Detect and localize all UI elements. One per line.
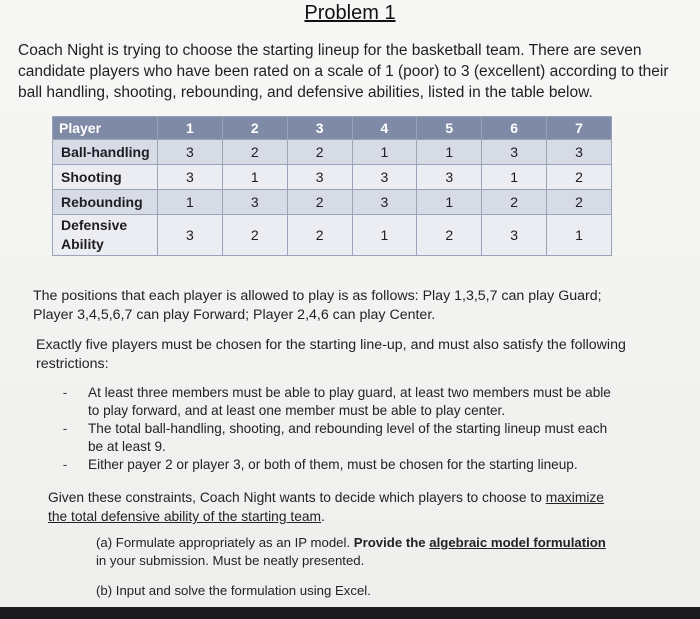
table-cell: 3 [482,140,547,165]
restriction-text: At least three members must be able to play guard, at least two members must be able to play forward, and at least one member must be able to play center. [88,385,611,418]
part-a-bold: Provide the [353,535,430,550]
table-row-defensive-ability [53,215,612,256]
part-a-bold-underlined: algebraic model formulation [429,535,606,550]
restrictions-intro: Exactly five players must be chosen for the starting line-up, and must also satisfy the following restrictions: [36,337,626,372]
header-player-6: 6 [482,117,547,140]
table-row-rebounding [53,190,612,215]
table-header-row [53,117,612,140]
bottom-edge-strip [0,607,700,619]
table-cell: 3 [482,215,547,256]
header-player-7: 7 [547,117,612,140]
table-cell: 2 [417,215,482,256]
table-cell: 2 [482,190,547,215]
part-a-suffix: in your submission. Must be neatly presented. [96,553,365,568]
header-player-label: Player [53,117,158,140]
table-cell: 3 [158,215,223,256]
row-label: Rebounding [53,190,158,215]
restriction-text: Either payer 2 or player 3, or both of them, must be chosen for the starting lineup. [88,457,578,472]
table-cell: 3 [417,165,482,190]
table-cell: 1 [222,165,287,190]
header-player-4: 4 [352,117,417,140]
table-cell: 3 [158,140,223,165]
table-cell: 3 [158,165,223,190]
header-player-1: 1 [158,117,223,140]
row-label: Ball-handling [53,140,158,165]
table-cell: 3 [352,165,417,190]
table-cell: 2 [287,190,352,215]
objective-paragraph [48,488,608,526]
table-cell: 1 [417,190,482,215]
objective-prefix: Given these constraints, Coach Night wants to decide which players to choose to [48,490,546,505]
table-cell: 1 [417,140,482,165]
row-label-line2: Ability [61,236,104,252]
header-player-5: 5 [417,117,482,140]
table-row-ball-handling [53,140,612,165]
table-cell: 3 [222,190,287,215]
bullet-dash-icon: - [62,421,68,436]
part-b-text: (b) Input and solve the formulation using Excel. [96,583,371,598]
table-cell: 3 [547,140,612,165]
part-a-prefix: (a) Formulate appropriately as an IP model. [96,535,354,550]
table-cell: 2 [222,215,287,256]
table-cell: 2 [547,190,612,215]
table-cell: 1 [547,215,612,256]
page-title: Problem 1 [304,2,396,24]
header-player-2: 2 [222,117,287,140]
row-label-line1: Defensive [61,217,128,233]
restriction-text: The total ball-handling, shooting, and rebounding level of the starting lineup must each be at least 9. [88,421,608,454]
bullet-dash-icon: - [62,457,68,472]
table-cell: 1 [352,140,417,165]
header-player-3: 3 [287,117,352,140]
row-label [53,215,158,256]
table-cell: 1 [482,165,547,190]
table-cell: 2 [287,140,352,165]
table-cell: 2 [547,165,612,190]
restrictions-list [58,384,618,474]
table-row-shooting [53,165,612,190]
table-cell: 2 [222,140,287,165]
list-item [58,384,618,420]
bullet-dash-icon: - [62,385,68,400]
row-label: Shooting [53,165,158,190]
table-cell: 3 [287,165,352,190]
ratings-table [52,116,612,256]
table-cell: 3 [352,190,417,215]
table-cell: 1 [352,215,417,256]
table-cell: 1 [158,190,223,215]
list-item [58,420,618,456]
objective-suffix: . [321,509,325,524]
intro-paragraph: Coach Night is trying to choose the starting lineup for the basketball team. There are seven candidate players who have been rated on a scale of 1 (poor) to 3 (excellent) according to their ball handling, shooting, rebounding, and defensive abilities, listed in the table below. [18,42,669,101]
table-cell: 2 [287,215,352,256]
part-a-text [96,534,616,570]
positions-paragraph: The positions that each player is allowed to play is as follows: Play 1,3,5,7 can play Guard; Player 3,4,5,6,7 can play Forward; Player 2,4,6 can play Center. [33,288,602,323]
objective-underlined: maximize the total defensive ability of the starting team [48,490,604,524]
list-item [58,456,618,474]
